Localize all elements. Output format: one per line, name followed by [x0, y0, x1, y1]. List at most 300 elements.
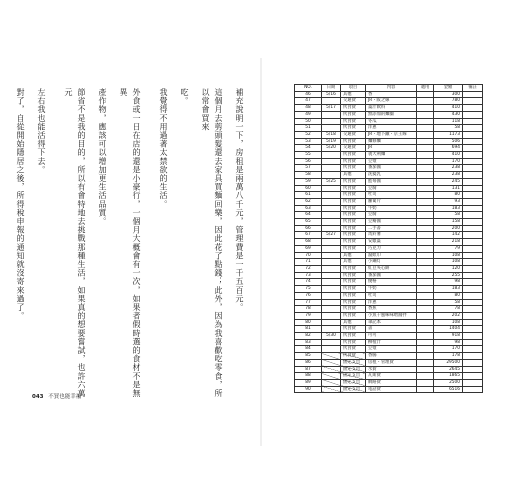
cell-amount: 58	[434, 299, 463, 306]
cell-no: 55	[295, 152, 322, 159]
cell-note	[463, 252, 483, 259]
cell-note	[463, 333, 483, 340]
cell-date	[322, 152, 341, 159]
cell-amount: 2500	[434, 379, 463, 386]
cell-content: 筆記本	[366, 319, 417, 326]
cell-no: 69	[295, 245, 322, 252]
cell-date	[322, 125, 341, 132]
cell-note	[463, 319, 483, 326]
cell-use	[417, 152, 434, 159]
cell-item: 伙食費	[341, 111, 366, 118]
table-row	[295, 225, 483, 232]
cell-content: 豆漿	[366, 346, 417, 353]
table-row	[295, 265, 483, 272]
cell-use	[417, 178, 434, 185]
cell-item: 伙食費	[341, 306, 366, 313]
cell-content: 洋蔥	[366, 125, 417, 132]
cell-no: 67	[295, 232, 322, 239]
cell-note	[463, 172, 483, 179]
paragraph: 吃。	[180, 88, 189, 106]
cell-amount: 170	[434, 158, 463, 165]
cell-amount: 200	[434, 225, 463, 232]
cell-no: 58	[295, 172, 322, 179]
cell-amount: 118	[434, 118, 463, 125]
cell-no: 47	[295, 98, 322, 105]
cell-date	[322, 245, 341, 252]
cell-date	[322, 319, 341, 326]
cell-content: 豆腐	[366, 212, 417, 219]
cell-item: 伙食費	[341, 192, 366, 199]
cell-use	[417, 212, 434, 219]
cell-date	[322, 292, 341, 299]
cell-use	[417, 279, 434, 286]
cell-amount: 202	[434, 312, 463, 319]
cell-no: 54	[295, 145, 322, 152]
cell-use	[417, 192, 434, 199]
cell-amount: 238	[434, 165, 463, 172]
cell-no: 70	[295, 252, 322, 259]
cell-item: 固定支出	[341, 373, 366, 380]
cell-no: 46	[295, 91, 322, 98]
cell-amount: 93	[434, 198, 463, 205]
cell-amount: 218	[434, 239, 463, 246]
cell-note	[463, 272, 483, 279]
cell-content: 柳橙汁	[366, 339, 417, 346]
table-row	[295, 272, 483, 279]
cell-item: 伙食費	[341, 239, 366, 246]
cell-note	[463, 205, 483, 212]
cell-use	[417, 353, 434, 360]
table-row	[295, 138, 483, 145]
cell-use	[417, 252, 434, 259]
cell-note	[463, 326, 483, 333]
table-row	[295, 239, 483, 246]
cell-content: 香腸	[366, 353, 417, 360]
cell-item: 伙食費	[341, 185, 366, 192]
cell-use	[417, 98, 434, 105]
book-title: 不買也能幸福	[48, 394, 82, 400]
cell-content: 牛奶	[366, 205, 417, 212]
cell-item: 伙食費	[341, 225, 366, 232]
table-row	[295, 326, 483, 333]
cell-content: JR・阪之線	[366, 98, 417, 105]
cell-date	[322, 373, 341, 380]
cell-date	[322, 272, 341, 279]
cell-date: 5/16	[322, 91, 341, 98]
cell-content: 電話費	[366, 386, 417, 393]
cell-content: 無添加的麵團	[366, 111, 417, 118]
cell-item: 伙食費	[341, 152, 366, 159]
cell-date	[322, 252, 341, 259]
table-row	[295, 333, 483, 340]
cell-note	[463, 192, 483, 199]
cell-date	[322, 185, 341, 192]
cell-use	[417, 225, 434, 232]
cell-note	[463, 198, 483, 205]
cell-use	[417, 245, 434, 252]
cell-no: 49	[295, 111, 322, 118]
cell-content: 水費	[366, 366, 417, 373]
table-row	[295, 91, 483, 98]
table-row	[295, 306, 483, 313]
cell-item: 伙食費	[341, 279, 366, 286]
table-row	[295, 286, 483, 293]
cell-no: 77	[295, 299, 322, 306]
cell-amount: 142	[434, 232, 463, 239]
cell-date	[322, 198, 341, 205]
cell-note	[463, 279, 483, 286]
cell-content: 小鋼灯	[366, 259, 417, 266]
cell-content: 番茄醬	[366, 272, 417, 279]
cell-amount: 29500	[434, 359, 463, 366]
cell-content: 薑汁飲料	[366, 105, 417, 112]
cell-use	[417, 105, 434, 112]
header-date: 日期	[322, 85, 341, 92]
cell-no: 62	[295, 198, 322, 205]
cell-use	[417, 205, 434, 212]
cell-item: 固定支出	[341, 359, 366, 366]
table-row	[295, 185, 483, 192]
cell-no: 71	[295, 259, 322, 266]
cell-date	[322, 265, 341, 272]
cell-item: 伙食費	[341, 178, 366, 185]
cell-date	[322, 279, 341, 286]
cell-no: 83	[295, 339, 322, 346]
cell-amount: 255	[434, 272, 463, 279]
cell-no: 82	[295, 333, 322, 340]
cell-content: 蘿蔔片	[366, 198, 417, 205]
cell-no: 79	[295, 312, 322, 319]
cell-no: 72	[295, 265, 322, 272]
cell-content: 巧克力	[366, 245, 417, 252]
cell-note	[463, 245, 483, 252]
cell-amount: 410	[434, 152, 463, 159]
table-row	[295, 245, 483, 252]
cell-amount: 430	[434, 111, 463, 118]
cell-content: 瓦斯費	[366, 373, 417, 380]
cell-content: 洗髮乳	[366, 172, 417, 179]
cell-note	[463, 165, 483, 172]
cell-use	[417, 319, 434, 326]
cell-use	[417, 306, 434, 313]
cell-note	[463, 232, 483, 239]
cell-item: 交通費	[341, 131, 366, 138]
cell-date: 5/18	[322, 131, 341, 138]
cell-item: 伙食費	[341, 353, 366, 360]
table-body	[295, 91, 483, 393]
table-row	[295, 259, 483, 266]
header-content: 內容	[366, 85, 417, 92]
cell-content: 香蕉	[366, 306, 417, 313]
cell-note	[463, 111, 483, 118]
cell-no: 75	[295, 286, 322, 293]
cell-item: 伙食費	[341, 326, 366, 333]
cell-date: 5/30	[322, 333, 341, 340]
cell-use	[417, 232, 434, 239]
cell-use	[417, 292, 434, 299]
cell-note	[463, 359, 483, 366]
cell-item: 其他	[341, 91, 366, 98]
paragraph: 左右我也能活得下去。	[37, 88, 46, 174]
cell-amount: 300	[434, 91, 463, 98]
cell-date	[322, 98, 341, 105]
paragraph: 產作物，應該可以增加更生活品質。	[98, 88, 107, 226]
cell-amount: 80	[434, 192, 463, 199]
table-row	[295, 292, 483, 299]
cell-no: 65	[295, 219, 322, 226]
cell-no: 80	[295, 319, 322, 326]
cell-amount: 245	[434, 178, 463, 185]
cell-use	[417, 299, 434, 306]
cell-no: 74	[295, 279, 322, 286]
cell-use	[417, 359, 434, 366]
cell-use	[417, 111, 434, 118]
cell-note	[463, 292, 483, 299]
cell-no: 53	[295, 138, 322, 145]
table-row	[295, 198, 483, 205]
cell-no: 90	[295, 386, 322, 393]
cell-item: 伙食費	[341, 105, 366, 112]
cell-content: 義大利麵	[366, 152, 417, 159]
cell-use	[417, 239, 434, 246]
cell-no: 68	[295, 239, 322, 246]
cell-note	[463, 225, 483, 232]
cell-date	[322, 286, 341, 293]
expense-table	[294, 84, 483, 393]
cell-no: 51	[295, 125, 322, 132]
cell-no: 48	[295, 105, 322, 112]
cell-note	[463, 312, 483, 319]
cell-item: 伙食費	[341, 165, 366, 172]
paragraph: 對了，自從開始隱居之後，所得稅申報的通知就沒寄來過了。	[16, 88, 25, 321]
cell-use	[417, 339, 434, 346]
cell-content: 馬鈴薯	[366, 232, 417, 239]
table-row	[295, 312, 483, 319]
cell-no: 59	[295, 178, 322, 185]
table-row	[295, 346, 483, 353]
cell-content: 藍莓醬	[366, 178, 417, 185]
cell-amount: 108	[434, 319, 463, 326]
cell-use	[417, 118, 434, 125]
cell-item: 交通費	[341, 145, 366, 152]
cell-item: 固定支出	[341, 386, 366, 393]
table-row	[295, 359, 483, 366]
cell-amount: 170	[434, 346, 463, 353]
cell-no: 89	[295, 379, 322, 386]
cell-note	[463, 353, 483, 360]
cell-content: 二手書	[366, 225, 417, 232]
cell-item: 伙食費	[341, 212, 366, 219]
cell-note	[463, 145, 483, 152]
cell-use	[417, 386, 434, 393]
cell-amount: 178	[434, 353, 463, 360]
table-row	[295, 158, 483, 165]
cell-date	[322, 259, 341, 266]
cell-date	[322, 192, 341, 199]
cell-no: 86	[295, 359, 322, 366]
vertical-text-body	[0, 88, 246, 398]
book-spread	[10, 58, 510, 446]
table-row	[295, 192, 483, 199]
cell-date	[322, 386, 341, 393]
cell-date: 5/27	[322, 232, 341, 239]
cell-amount: 6516	[434, 386, 463, 393]
table-row	[295, 105, 483, 112]
cell-note	[463, 299, 483, 306]
cell-item: 伙食費	[341, 339, 366, 346]
table-row	[295, 373, 483, 380]
right-page	[262, 58, 510, 446]
cell-item: 伙食費	[341, 138, 366, 145]
cell-content: JR・地下鐵・京王線	[366, 131, 417, 138]
cell-note	[463, 339, 483, 346]
cell-use	[417, 91, 434, 98]
cell-item: 伙食費	[341, 265, 366, 272]
cell-item: 交通費	[341, 98, 366, 105]
paragraph: 這個月去剪頭髮還去家具買麵回樂，因此花了點錢；此外，因為我喜歡吃零食，所以常會買來	[201, 88, 223, 398]
table-row	[295, 366, 483, 373]
cell-item: 其他	[341, 172, 366, 179]
cell-use	[417, 131, 434, 138]
cell-item: 伙食費	[341, 205, 366, 212]
cell-content: 牛奶	[366, 286, 417, 293]
table-row	[295, 379, 483, 386]
cell-no: 73	[295, 272, 322, 279]
cell-content: 優格	[366, 279, 417, 286]
cell-note	[463, 366, 483, 373]
cell-note	[463, 239, 483, 246]
table-row	[295, 145, 483, 152]
cell-amount: 158	[434, 219, 463, 226]
table-row	[295, 386, 483, 393]
cell-note	[463, 138, 483, 145]
cell-no: 61	[295, 192, 322, 199]
cell-date: 5/19	[322, 138, 341, 145]
cell-content: 豆瓣醬	[366, 219, 417, 226]
cell-content: 豆腐	[366, 185, 417, 192]
table-row	[295, 232, 483, 239]
cell-date	[322, 339, 341, 346]
cell-content: 書	[366, 326, 417, 333]
table-row	[295, 131, 483, 138]
table-row	[295, 152, 483, 159]
cell-note	[463, 219, 483, 226]
cell-date	[322, 205, 341, 212]
cell-amount: 108	[434, 259, 463, 266]
cell-item: 固定支出	[341, 366, 366, 373]
cell-no: 60	[295, 185, 322, 192]
cell-amount: 120	[434, 265, 463, 272]
table-row	[295, 219, 483, 226]
cell-date	[322, 219, 341, 226]
cell-note	[463, 98, 483, 105]
page-number: 043	[32, 394, 44, 400]
cell-no: 81	[295, 326, 322, 333]
cell-use	[417, 346, 434, 353]
cell-item: 伙食費	[341, 232, 366, 239]
cell-content: 房租・管理費	[366, 359, 417, 366]
cell-date	[322, 172, 341, 179]
cell-date: 5/25	[322, 178, 341, 185]
cell-use	[417, 219, 434, 226]
cell-content: 吐司	[366, 192, 417, 199]
cell-no: 63	[295, 205, 322, 212]
cell-date	[322, 225, 341, 232]
cell-use	[417, 265, 434, 272]
cell-amount: 918	[434, 333, 463, 340]
table-row	[295, 165, 483, 172]
paragraph: 補充說明一下，房租是兩萬八千元，管理費是一千五百元。	[235, 88, 244, 312]
header-no: NO.	[295, 85, 322, 92]
cell-use	[417, 312, 434, 319]
cell-item: 伙食費	[341, 118, 366, 125]
cell-no: 64	[295, 212, 322, 219]
cell-no: 76	[295, 292, 322, 299]
cell-item: 伙食費	[341, 286, 366, 293]
cell-item: 其他	[341, 259, 366, 266]
cell-content: 吐司	[366, 292, 417, 299]
table-row	[295, 178, 483, 185]
cell-amount: 78	[434, 306, 463, 313]
cell-content: 網路費	[366, 379, 417, 386]
cell-date	[322, 299, 341, 306]
cell-amount: 238	[434, 172, 463, 179]
cell-item: 伙食費	[341, 312, 366, 319]
cell-item: 伙食費	[341, 272, 366, 279]
cell-note	[463, 346, 483, 353]
cell-use	[417, 333, 434, 340]
cell-use	[417, 326, 434, 333]
cell-no: 56	[295, 158, 322, 165]
cell-no: 57	[295, 165, 322, 172]
cell-use	[417, 172, 434, 179]
paragraph: 我覺得不用過著太禁欲的生活。	[159, 88, 168, 209]
cell-amount: 98	[434, 279, 463, 286]
cell-date	[322, 158, 341, 165]
cell-date	[322, 118, 341, 125]
cell-item: 其他	[341, 252, 366, 259]
cell-note	[463, 212, 483, 219]
table-row	[295, 319, 483, 326]
table-header-row	[295, 85, 483, 92]
cell-amount: 183	[434, 205, 463, 212]
cell-amount: 694	[434, 145, 463, 152]
cell-note	[463, 125, 483, 132]
cell-amount: 506	[434, 138, 463, 145]
cell-amount: 2645	[434, 366, 463, 373]
table-row	[295, 353, 483, 360]
cell-item: 伙食費	[341, 125, 366, 132]
cell-content: 冬瓜	[366, 118, 417, 125]
cell-note	[463, 386, 483, 393]
cell-note	[463, 185, 483, 192]
cell-content: 小魚干風味味噌醬拌	[366, 312, 417, 319]
cell-note	[463, 178, 483, 185]
cell-note	[463, 265, 483, 272]
cell-date	[322, 111, 341, 118]
cell-content: 豆漿	[366, 158, 417, 165]
header-item: 項目	[341, 85, 366, 92]
cell-date	[322, 379, 341, 386]
cell-no: 84	[295, 346, 322, 353]
cell-date	[322, 359, 341, 366]
cell-note	[463, 379, 483, 386]
page-footer	[32, 392, 81, 400]
cell-amount: 80	[434, 292, 463, 299]
cell-content: 安傾薑	[366, 239, 417, 246]
cell-date	[322, 366, 341, 373]
cell-note	[463, 105, 483, 112]
